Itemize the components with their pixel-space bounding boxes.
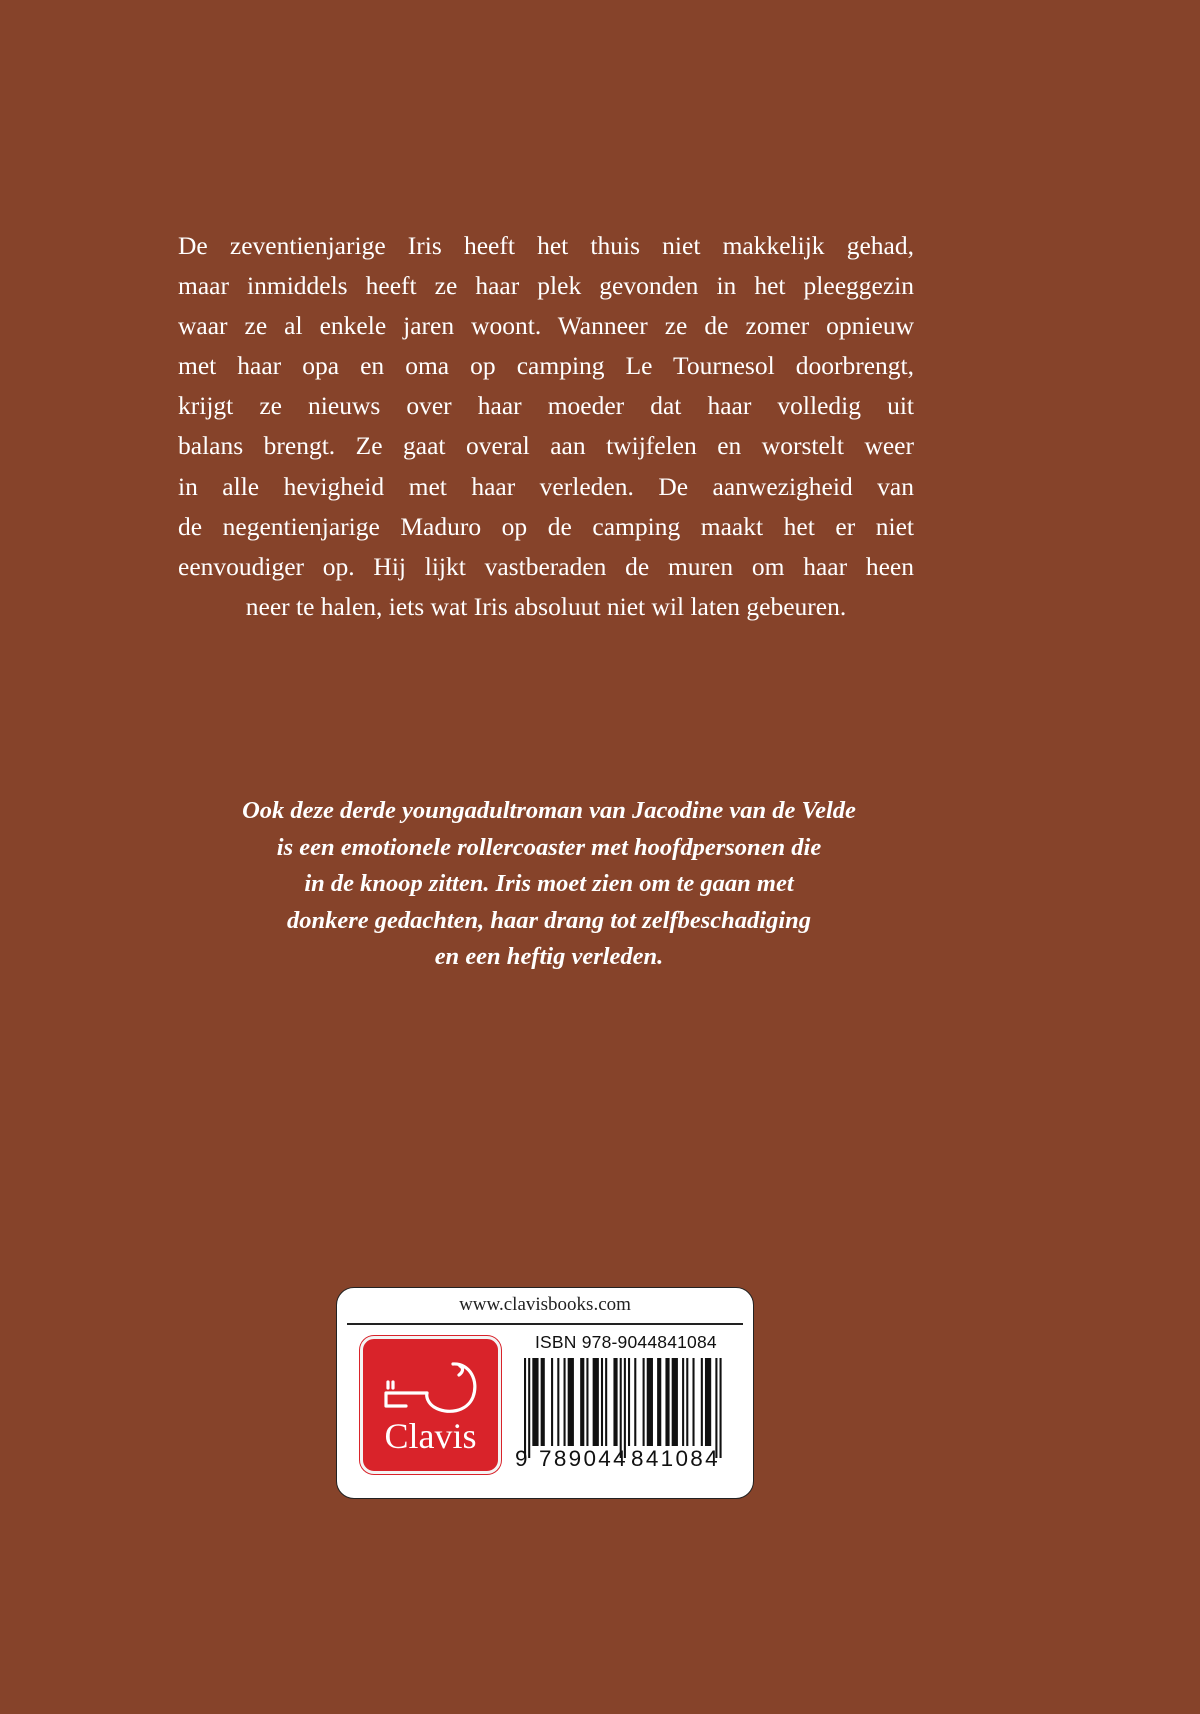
blurb-line: balans brengt. Ze gaat overal aan twijfelen en worstelt weer (178, 431, 914, 461)
blurb-line: met haar opa en oma op camping Le Tournesol doorbrengt, (178, 351, 914, 381)
tagline-line: Ook deze derde youngadultroman van Jacodine van de Velde (242, 797, 856, 824)
barcode-bar (692, 1358, 694, 1446)
barcode-bar (657, 1358, 661, 1446)
barcode-bar (634, 1358, 636, 1446)
barcode-guard-bar (528, 1358, 530, 1458)
barcode-label (336, 1287, 754, 1499)
blurb-line: maar inmiddels heeft ze haar plek gevonden in het pleeggezin (178, 271, 914, 301)
barcode-guard-bar (720, 1358, 722, 1458)
tagline-line: donkere gedachten, haar drang tot zelfbeschadiging (286, 906, 812, 934)
barcode-bar (643, 1358, 645, 1446)
barcode-bar (564, 1358, 566, 1446)
barcode-bar (541, 1358, 545, 1446)
barcode-bar (580, 1358, 584, 1446)
barcode-bar (568, 1358, 574, 1446)
barcode (513, 1358, 729, 1458)
barcode-bar (613, 1358, 617, 1446)
barcode-bar (705, 1358, 711, 1446)
blurb-line: waar ze al enkele jaren woont. Wanneer ze de zomer opnieuw (178, 311, 914, 341)
barcode-left-group: 789044 (539, 1446, 628, 1471)
barcode-bar (701, 1358, 703, 1446)
barcode-bar (532, 1358, 538, 1446)
isbn-text: ISBN 978-9044841084 (535, 1332, 717, 1352)
blurb-line: krijgt ze nieuws over haar moeder dat haar volledig uit (178, 391, 914, 421)
clavis-logo (360, 1336, 501, 1474)
blurb-line: De zeventienjarige Iris heeft het thuis niet makkelijk gehad, (178, 231, 914, 260)
divider (347, 1323, 743, 1325)
barcode-bar (601, 1358, 603, 1446)
barcode-bar (672, 1358, 678, 1446)
logo-wordmark: Clavis (384, 1416, 477, 1456)
barcode-bar (557, 1358, 559, 1446)
barcode-first-digit: 9 (515, 1446, 528, 1471)
barcode-bar (586, 1358, 588, 1446)
barcode-bar (665, 1358, 669, 1446)
blurb-line: in alle hevigheid met haar verleden. De aanwezigheid van (178, 471, 914, 501)
barcode-bar (686, 1358, 688, 1446)
tagline-line: is een emotionele rollercoaster met hoofdpersonen die (276, 833, 822, 861)
barcode-bar (551, 1358, 553, 1446)
barcode-guard-bar (624, 1358, 626, 1458)
barcode-guard-bar (524, 1358, 526, 1458)
barcode-bar (628, 1358, 630, 1446)
barcode-bar (682, 1358, 684, 1446)
blurb-line: neer te halen, iets wat Iris absoluut niet wil laten gebeuren. (245, 591, 847, 621)
barcode-guard-bar (620, 1358, 622, 1458)
blurb-text (178, 226, 914, 627)
publisher-url: www.clavisbooks.com (459, 1294, 631, 1315)
tagline-text (150, 793, 948, 976)
barcode-bar (593, 1358, 599, 1446)
barcode-bar (605, 1358, 607, 1446)
tagline-line: in de knoop zitten. Iris moet zien om te gaan met (304, 870, 794, 898)
tagline-line: en een heftig verleden. (434, 943, 664, 971)
blurb-line: eenvoudiger op. Hij lijkt vastberaden de muren om haar heen (178, 551, 914, 581)
barcode-guard-bar (715, 1358, 717, 1458)
blurb-line: de negentienjarige Maduro op de camping maakt het er niet (178, 511, 914, 541)
barcode-bar (647, 1358, 653, 1446)
barcode-right-group: 841084 (631, 1446, 720, 1471)
